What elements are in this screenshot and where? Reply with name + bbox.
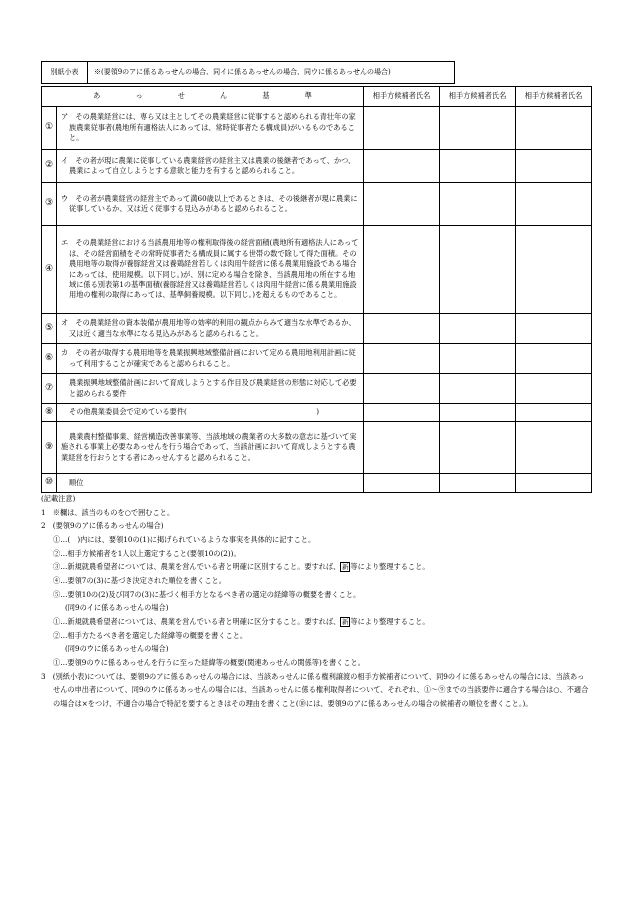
row-number: ⑨ (42, 422, 57, 474)
candidate-cell[interactable] (440, 150, 516, 183)
criterion-text: その者が取得する農用地等を農業振興地域整備計画において定める農用地利用計画に従って利用することが確実であると認められること。 (69, 348, 356, 368)
candidate-cell[interactable] (364, 226, 440, 314)
criteria-table (41, 86, 592, 493)
candidate-cell[interactable] (516, 150, 592, 183)
criterion-text: その者が現に農業に従事している農業経営の経営主又は農業の後継者であって、かつ、農業によって自立しようとする意欲と能力を有すると認められること。 (69, 155, 356, 175)
criterion-text: 農業農村整備事業、経営構造改善事業等、当該地域の農業者の大多数の意志に基づいて実施される事業上必要なあっせんを行う場合であって、当該計画において育成しようとする農業経営を行おうとする者にあっせんすると認められること。 (61, 431, 357, 462)
candidate-cell[interactable] (364, 474, 440, 493)
criteria-column-header (42, 87, 364, 107)
row-number: ⑥ (42, 344, 57, 374)
criteria-header-char: っ (135, 91, 143, 101)
candidate-cell[interactable] (364, 422, 440, 474)
note-text: ①…新規就農希望者については、農業を営んでいる者と明確に区分すること。要すれば、 (53, 617, 341, 627)
criterion-text: その農業経営における当該農用地等の権利取得後の経営面積(農地所有適格法人にあっては、その経営面積をその常時従事者たる構成員に属する世帯の数で除して得た面積。その農用地等の取得が養豚経営又は養鶏経営若しくは肉用牛経営に係る農業用施設である場合にあっては、使用規模。以下同じ。)が、別に定める場合を除き、当該農用地の所在する地域に係る別表第1の基準面積(養豚経営又は養鶏経営若しくは肉用牛経営に係る農業用施設用地の権利の取得にあっては、基準飼養規模。以下同じ。)を超えるものであること。 (69, 238, 359, 300)
criteria-header-char: あ (93, 91, 101, 101)
note-text: ③…新規就農希望者については、農業を営んでいる者と明確に区別すること。要すれば、 (53, 562, 341, 572)
criterion-suffix: ) (316, 407, 320, 417)
candidate-cell[interactable] (516, 374, 592, 404)
table-row (42, 226, 592, 314)
row-number: ⑤ (42, 314, 57, 344)
criterion-cell (57, 374, 364, 404)
row-number: ③ (42, 183, 57, 226)
boxed-char: 新 (342, 563, 349, 572)
candidate-cell[interactable] (516, 107, 592, 150)
criterion-prefix: オ (61, 318, 69, 328)
note-2-item (41, 560, 591, 574)
criterion-cell (57, 150, 364, 183)
criterion-cell (57, 344, 364, 374)
candidate-name-header: 相手方候補者氏名 (364, 87, 440, 107)
criterion-cell (57, 422, 364, 474)
row-number: ⑦ (42, 374, 57, 404)
criterion-prefix: イ (61, 155, 69, 165)
criterion-text: その者が農業経営の経営主であって満60歳以上であるときは、その後継者が現に農業に従事しているか、又は近く従事する見込みがあると認められること。 (69, 193, 358, 213)
criterion-cell (57, 314, 364, 344)
criterion-text: その他農業委員会で定めている要件( (69, 407, 187, 417)
criterion-text: その農業経営には、専ら又は主としてその農業経営に従事すると認められる青壮年の家族農業従事者(農地所有適格法人にあっては、常時従事者たる構成員)がいるものであること。 (69, 112, 356, 143)
criteria-header-char: せ (177, 91, 185, 101)
candidate-cell[interactable] (440, 183, 516, 226)
criterion-prefix: カ (61, 348, 69, 358)
criteria-header-char: 基 (262, 91, 270, 101)
row-number: ④ (42, 226, 57, 314)
notes-section (41, 492, 591, 711)
candidate-cell[interactable] (516, 474, 592, 493)
candidate-cell[interactable] (516, 422, 592, 474)
candidate-name-header: 相手方候補者氏名 (440, 87, 516, 107)
candidate-cell[interactable] (516, 314, 592, 344)
candidate-cell[interactable] (440, 226, 516, 314)
note-2b-item: ②…相手方たるべき者を選定した経緯等の概要を書くこと。 (53, 630, 248, 640)
candidate-cell[interactable] (440, 474, 516, 493)
table-row (42, 344, 592, 374)
note-2b-item (41, 615, 591, 629)
criterion-cell (57, 404, 364, 422)
candidate-cell[interactable] (516, 404, 592, 422)
note-2-item: ①…( )内には、要領10の(1)に掲げられているような事実を具体的に記すこと。 (53, 535, 316, 545)
candidate-cell[interactable] (440, 314, 516, 344)
note-1: 1 ※欄は、該当のものを○で囲むこと。 (41, 507, 175, 517)
criteria-header-char: 準 (304, 91, 312, 101)
candidate-cell[interactable] (440, 404, 516, 422)
table-row (42, 374, 592, 404)
criterion-prefix: ア (61, 112, 69, 122)
criterion-cell (57, 474, 364, 493)
candidate-cell[interactable] (364, 183, 440, 226)
table-header-row (42, 87, 592, 107)
criterion-cell (57, 183, 364, 226)
row-number: ① (42, 107, 57, 150)
candidate-cell[interactable] (364, 374, 440, 404)
candidate-cell[interactable] (516, 183, 592, 226)
form-subtitle: ※(要領9のアに係るあっせんの場合、同イに係るあっせんの場合、同ウに係るあっせんの場合) (94, 68, 391, 77)
notes-heading: (記載注意) (41, 494, 76, 503)
candidate-cell[interactable] (516, 226, 592, 314)
row-number: ⑧ (42, 404, 57, 422)
table-row (42, 183, 592, 226)
table-row (42, 107, 592, 150)
table-row (42, 150, 592, 183)
criteria-header-char: ん (220, 91, 228, 101)
criterion-cell (57, 107, 364, 150)
boxed-char: 新 (342, 618, 349, 627)
candidate-name-header: 相手方候補者氏名 (516, 87, 592, 107)
table-row (42, 422, 592, 474)
candidate-cell[interactable] (364, 404, 440, 422)
candidate-cell[interactable] (440, 374, 516, 404)
note-3: 3 (別紙小表)については、要領9のアに係るあっせんの場合には、当該あっせんに係る権利譲渡の相手方候補者について、同9のイに係るあっせんの場合には、当該あっせんの申出者について、同9のウに係るあっせんの場合には、当該あっせんに係る権利取得者について、それぞれ、①～⑨までの当該要件に適合する場合は○、不適合の場合は×をつけ、不適合の場合で特記を要するときはその理由を書くこと(⑩には、要領9のアに係るあっせんの場合の候補者の順位を書くこと。)。 (41, 671, 589, 709)
table-row (42, 474, 592, 493)
candidate-cell[interactable] (364, 107, 440, 150)
row-number: ⑩ (42, 474, 57, 493)
criterion-prefix: ウ (61, 193, 69, 203)
note-text: 等により整理すること。 (350, 617, 430, 627)
note-text: 等により整理すること。 (350, 562, 430, 572)
criterion-text: 農業振興地域整備計画において育成しようとする作目及び農業経営の形態に対応して必要と認められる要件 (69, 378, 357, 398)
candidate-cell[interactable] (364, 150, 440, 183)
table-row (42, 314, 592, 344)
candidate-cell[interactable] (440, 107, 516, 150)
candidate-cell[interactable] (364, 344, 440, 374)
form-label: 別紙小表 (42, 62, 88, 83)
note-2c-item: ①…要領9のウに係るあっせんを行うに至った経緯等の概要(関連あっせんの関係等)を書くこと。 (53, 658, 365, 668)
candidate-cell[interactable] (440, 344, 516, 374)
note-2-item: ②…相手方候補者を1人以上選定すること(要領10の(2))。 (53, 548, 241, 558)
candidate-cell[interactable] (516, 344, 592, 374)
row-number: ② (42, 150, 57, 183)
criterion-cell (57, 226, 364, 314)
note-2c-heading: (同9のウに係るあっせんの場合) (65, 644, 169, 654)
candidate-cell[interactable] (440, 422, 516, 474)
note-2-item: ⑤…要領10の(2)及び同7の(3)に基づく相手方となるべき者の選定の経緯等の概要を書くこと。 (53, 589, 361, 599)
criterion-text: その農業経営の資本装備が農用地等の効率的利用の観点からみて適当な水準であるか、又は近く適当な水準になる見込みがあると認められること。 (69, 318, 356, 338)
form-header-box (41, 61, 455, 84)
criterion-text: 順位 (69, 477, 84, 487)
note-2: 2 (要領9のアに係るあっせんの場合) (41, 521, 164, 531)
note-2b-heading: (同9のイに係るあっせんの場合) (65, 603, 169, 613)
table-row (42, 404, 592, 422)
note-2-item: ④…要領7の(3)に基づき決定された順位を書くこと。 (53, 576, 226, 586)
candidate-cell[interactable] (364, 314, 440, 344)
criterion-prefix: エ (61, 238, 69, 248)
